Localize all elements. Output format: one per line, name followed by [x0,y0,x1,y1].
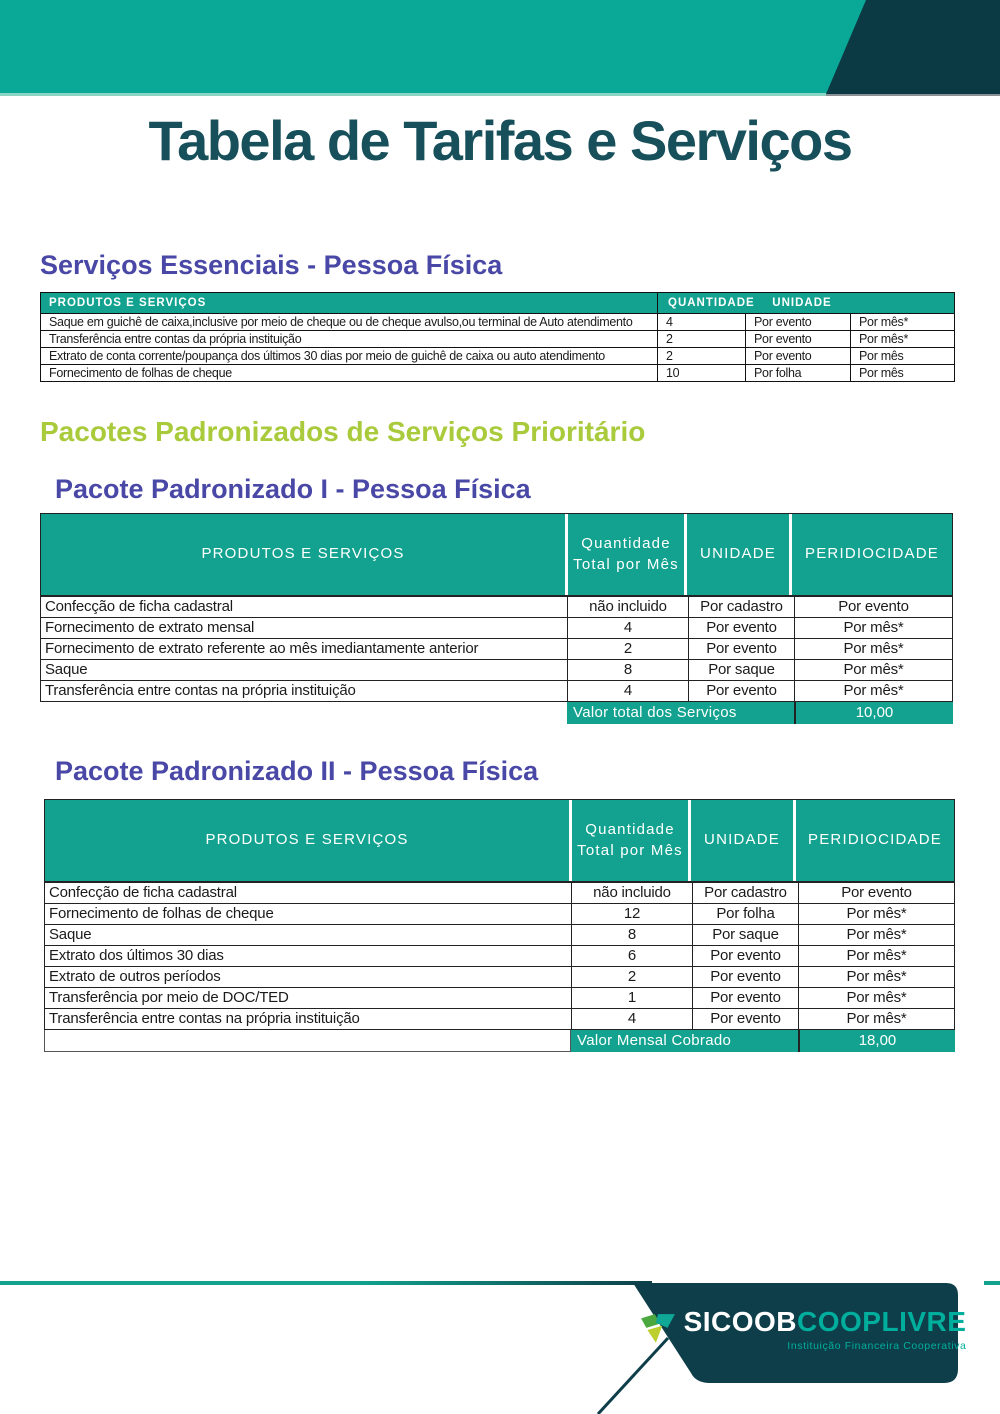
table3-footer-empty-cell [44,1030,571,1052]
table3-header-unidade: UNIDADE [691,800,793,881]
table3-footer-value: 18,00 [798,1030,955,1052]
table-cell: Por mês [850,365,954,381]
table-cell: Confecção de ficha cadastral [45,598,233,615]
table3-footer-row [44,1030,955,1052]
table-row [41,330,954,347]
logo-inner [640,1308,967,1352]
banner-light-edge [0,93,826,96]
table-cell: Por mês* [794,681,952,701]
table-cell: 12 [571,904,692,924]
table-cell: Por evento [688,618,794,638]
table-cell: não incluido [567,597,688,617]
table2-footer-label: Valor total dos Serviços [567,702,794,724]
table1-header-produtos: PRODUTOS E SERVIÇOS [49,297,207,309]
table3-header-quantidade: Quantidade Total por Mês [572,800,688,881]
table-cell: 10 [657,365,745,381]
page-title: Tabela de Tarifas e Serviços [148,109,852,172]
section-heading-pacote-2: Pacote Padronizado II - Pessoa Física [55,756,539,786]
table-cell: Por evento [692,988,798,1008]
table-servicos-essenciais [40,292,955,382]
table2-header-unidade: UNIDADE [687,514,789,595]
table1-header-row [40,292,955,314]
table1-header-quantidade: QUANTIDADE [668,297,755,309]
table-cell: Por saque [692,925,798,945]
table-cell: Por evento [745,314,850,330]
table1-header-right [657,293,954,313]
table-cell: Por mês* [798,988,954,1008]
table-cell: Por evento [692,1009,798,1029]
table-cell: Por mês* [798,967,954,987]
table-cell: Por evento [745,331,850,347]
table-cell: Extrato de conta corrente/poupança dos últimos 30 dias por meio de guichê de caixa ou auto atendimento [49,349,605,363]
table-cell: Por cadastro [692,883,798,903]
table-row [41,659,952,680]
header-banner [0,0,1000,97]
table-cell: Fornecimento de extrato mensal [45,619,255,636]
table3-footer-label: Valor Mensal Cobrado [571,1030,798,1052]
table-cell: Por folha [692,904,798,924]
table-cell: 4 [567,681,688,701]
table-cell: 8 [567,660,688,680]
table-cell: Por mês* [798,946,954,966]
table-cell: 2 [657,331,745,347]
table-cell: Por evento [692,967,798,987]
table2-header-produtos: PRODUTOS E SERVIÇOS [41,514,565,595]
sicoob-mark-icon [640,1314,676,1346]
table-cell: Fornecimento de folhas de cheque [49,905,274,922]
table-cell: Transferência por meio de DOC/TED [49,989,289,1006]
logo-subtitle: Instituição Financeira Cooperativa [787,1340,967,1352]
table-cell: Confecção de ficha cadastral [49,884,237,901]
table-row [45,945,954,966]
table3-header-produtos: PRODUTOS E SERVIÇOS [45,800,569,881]
table3-body [44,882,955,1030]
table-row [41,680,952,701]
table2-footer-value: 10,00 [794,702,953,724]
table-cell: Por evento [794,597,952,617]
table-row [41,347,954,364]
table-row [45,1008,954,1029]
table-cell: 8 [571,925,692,945]
table-row [41,597,952,617]
table3-header-peridiocidade: PERIDIOCIDADE [796,800,954,881]
table-cell: 2 [571,967,692,987]
table-cell: Saque em guichê de caixa,inclusive por meio de cheque ou de cheque avulso,ou terminal de Auto atendimento [49,315,633,329]
table-cell: Por evento [692,946,798,966]
table-cell: Por saque [688,660,794,680]
table-cell: Por mês* [794,618,952,638]
table-cell: Por folha [745,365,850,381]
table-cell: Por evento [688,681,794,701]
table-cell: 4 [571,1009,692,1029]
table-cell: Por mês* [794,639,952,659]
section-heading-pacotes-padronizados: Pacotes Padronizados de Serviços Prioritário [40,416,646,447]
table-cell: 1 [571,988,692,1008]
table-cell: Transferência entre contas da própria instituição [49,332,302,346]
banner-gray-edge [826,94,1000,96]
table-cell: Saque [49,926,92,943]
table2-header-row [40,513,953,596]
table2-footer-row [40,702,953,724]
table-cell: Por evento [798,883,954,903]
table-row [45,883,954,903]
table-cell: 4 [567,618,688,638]
table-row [41,364,954,381]
section-heading-pacote-1: Pacote Padronizado I - Pessoa Física [55,474,531,504]
table-cell: Saque [45,661,88,678]
table-cell: 2 [657,348,745,364]
logo-sicoob-text: SICOOB [683,1306,798,1337]
section-heading-servicos-essenciais: Serviços Essenciais - Pessoa Física [40,250,503,280]
table-cell: Por mês* [850,314,954,330]
table2-footer-spacer [40,702,567,724]
table-cell: Transferência entre contas na própria instituição [49,1010,360,1027]
table-cell: Por mês [850,348,954,364]
table-cell: Por evento [688,639,794,659]
table-row [45,924,954,945]
sicoob-cooplivre-logo [648,1283,967,1383]
table-cell: 6 [571,946,692,966]
table-row [45,903,954,924]
table-row [45,966,954,987]
table2-body [40,596,953,702]
table-cell: Por mês* [798,1009,954,1029]
table3-header-row [44,799,955,882]
table-cell: 4 [657,314,745,330]
table-cell: Fornecimento de folhas de cheque [49,366,232,380]
table-cell: Por mês* [798,925,954,945]
table-cell: Por mês* [798,904,954,924]
table-cell: Por evento [745,348,850,364]
table-row [45,987,954,1008]
table-cell: Extrato de outros períodos [49,968,221,985]
footer-right-dash [984,1281,1000,1285]
logo-cooplivre-text: COOPLIVRE [797,1306,967,1337]
logo-wordmark [684,1308,967,1336]
table-cell: 2 [567,639,688,659]
table-cell: Por mês* [794,660,952,680]
table2-header-quantidade: Quantidade Total por Mês [568,514,684,595]
table1-body [40,314,955,382]
table-cell: Transferência entre contas na própria instituição [45,682,356,699]
footer-gradient-line [0,1281,652,1285]
table-cell: não incluido [571,883,692,903]
table-cell: Por mês* [850,331,954,347]
logo-text [684,1308,967,1352]
table-cell: Extrato dos últimos 30 dias [49,947,224,964]
table1-header-unidade: UNIDADE [772,297,832,309]
table-row [41,617,952,638]
table-pacote-padronizado-2 [44,799,955,1052]
table-cell: Por cadastro [688,597,794,617]
table2-header-peridiocidade: PERIDIOCIDADE [792,514,952,595]
table-row [41,314,954,330]
table-row [41,638,952,659]
table-cell: Fornecimento de extrato referente ao mês imediantamente anterior [45,640,479,657]
table-pacote-padronizado-1 [40,513,953,724]
